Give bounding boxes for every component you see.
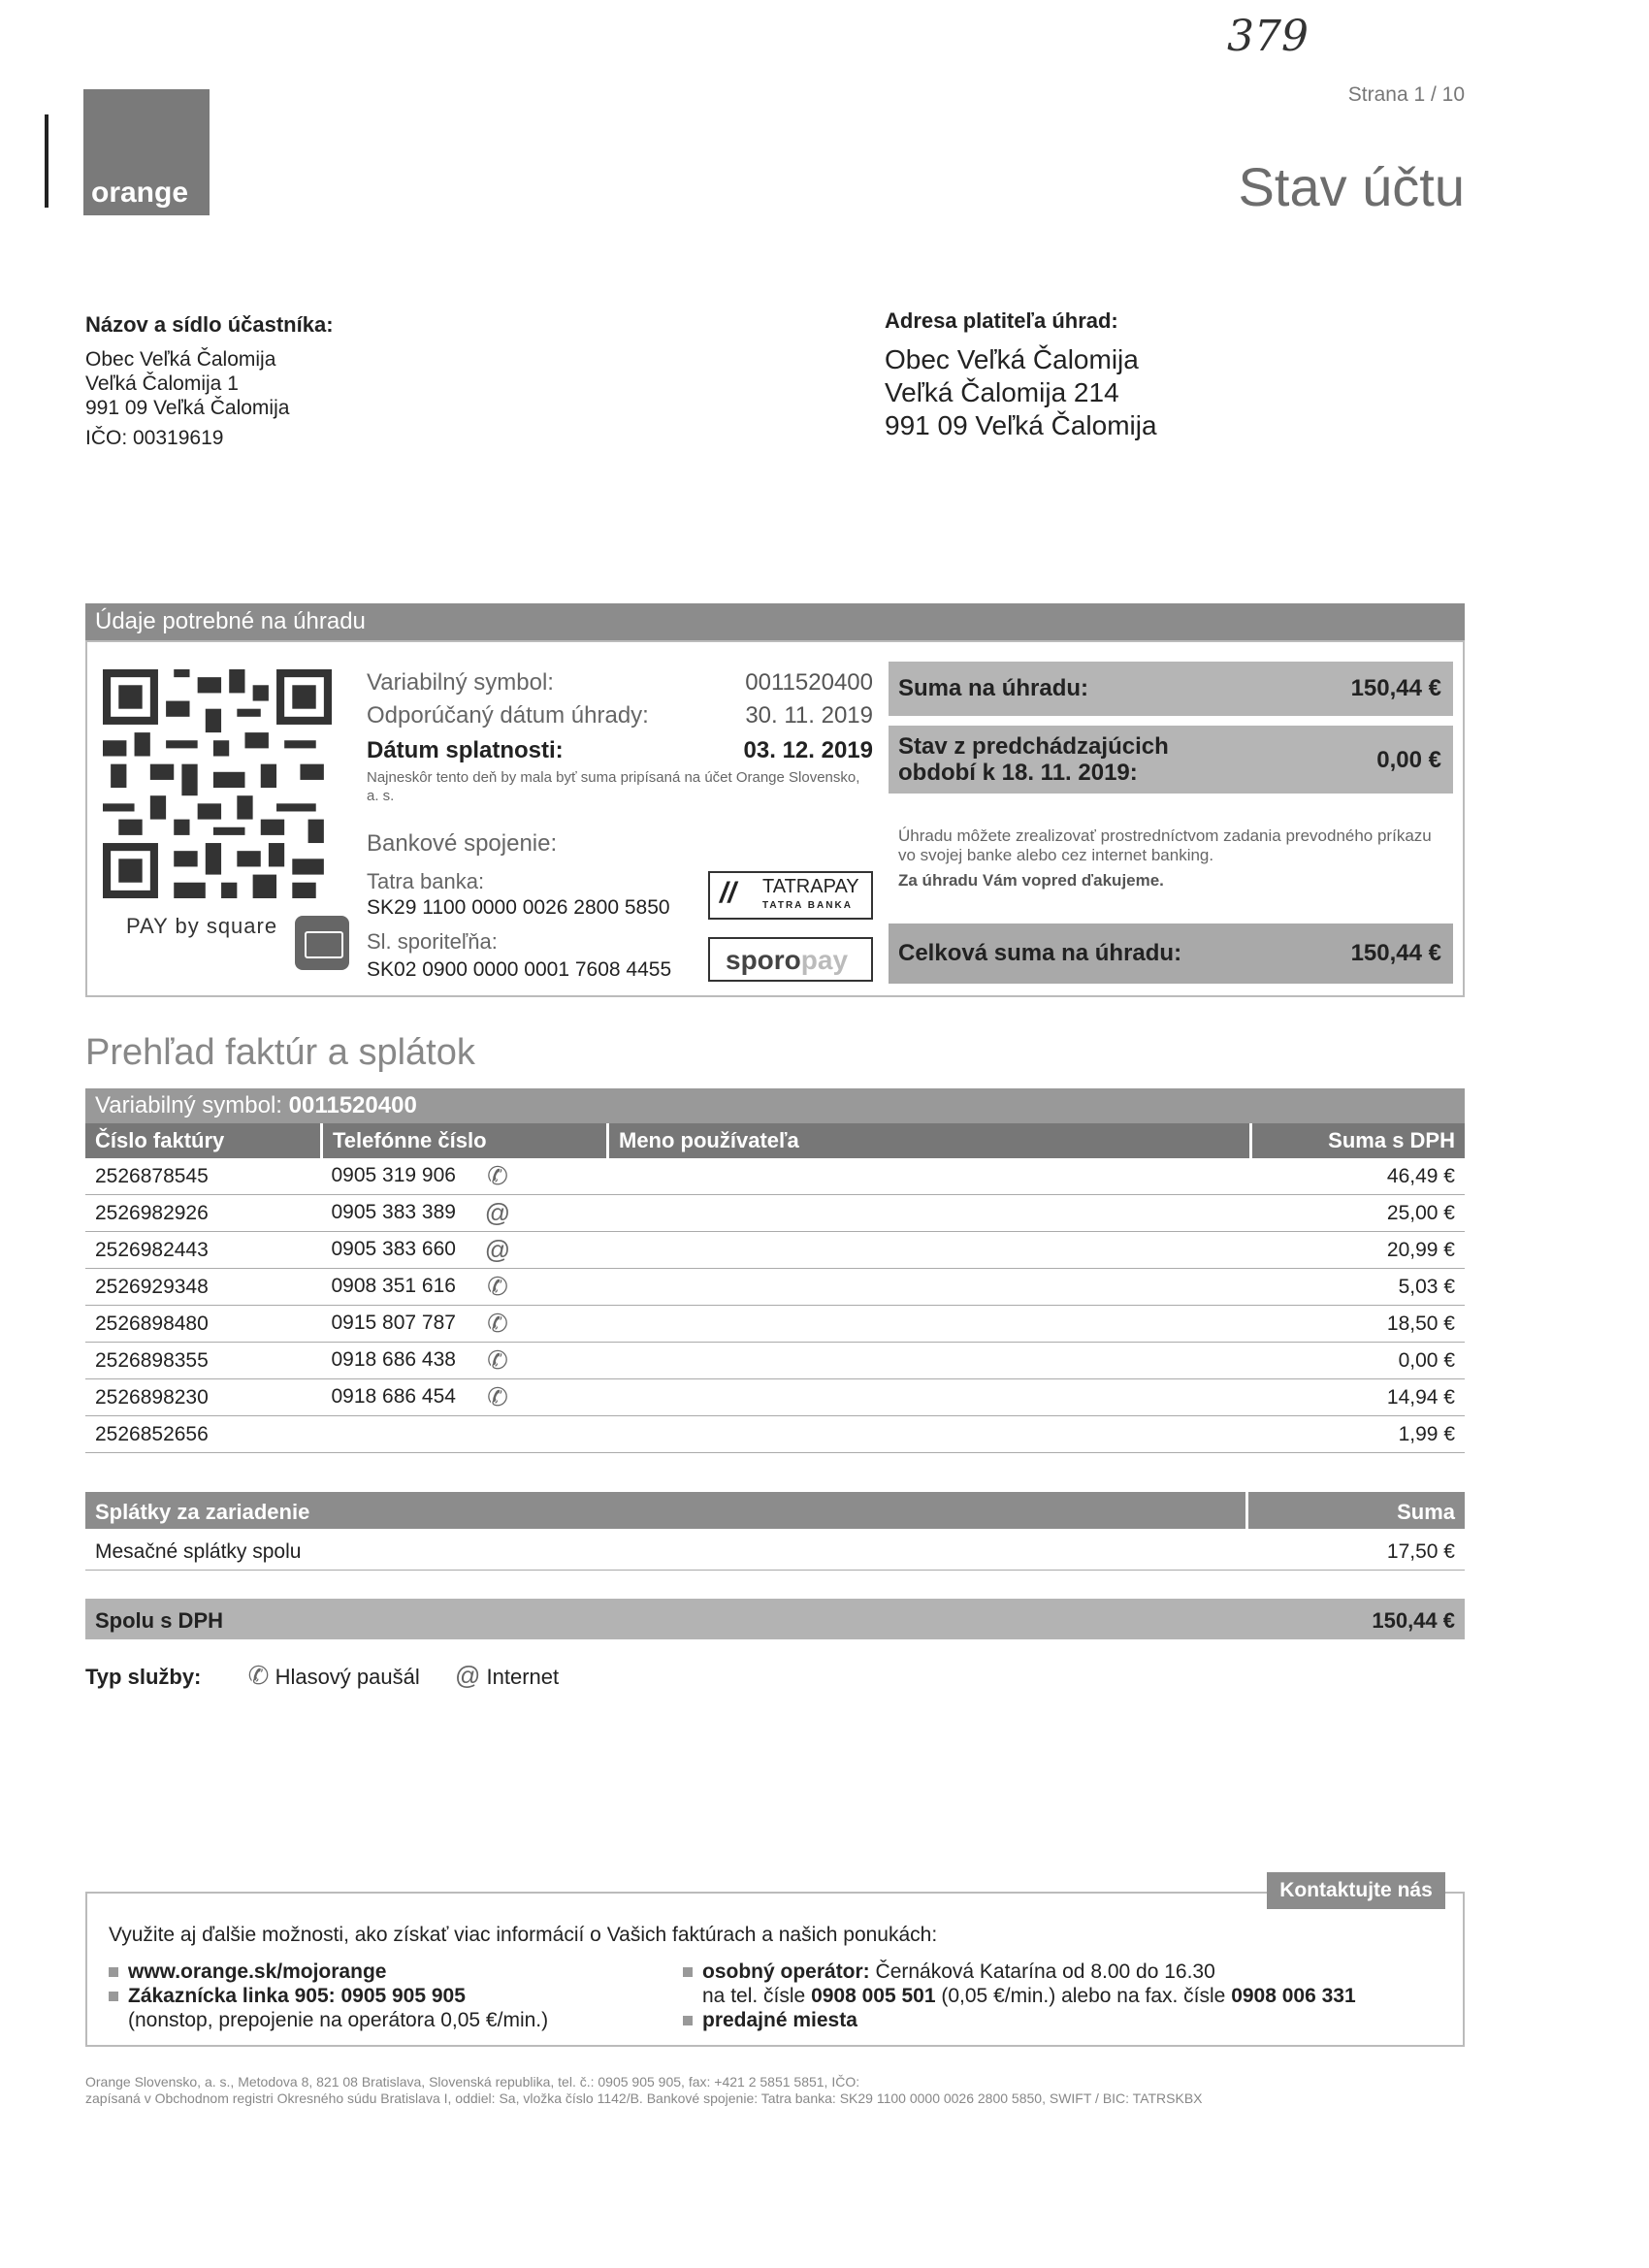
payer-line: Veľká Čalomija 214 bbox=[885, 377, 1119, 407]
col-amount: Suma s DPH bbox=[1251, 1123, 1466, 1158]
operator-phone: 0908 005 501 bbox=[811, 1985, 936, 2007]
invoice-number: 2526898230 bbox=[85, 1379, 322, 1416]
internet-icon: @ bbox=[455, 1661, 481, 1690]
due-date-value: 03. 12. 2019 bbox=[743, 737, 873, 763]
bank1-name: Tatra banka: bbox=[367, 869, 485, 893]
voice-icon: ✆ bbox=[487, 1161, 508, 1190]
voice-icon: ✆ bbox=[487, 1382, 508, 1411]
logo-text: orange bbox=[91, 177, 189, 209]
col-user-name: Meno používateľa bbox=[608, 1123, 1251, 1158]
hotline-note: (nonstop, prepojenie na operátora 0,05 €/min.) bbox=[128, 2009, 549, 2031]
installments-amount-header: Suma bbox=[1397, 1500, 1455, 1524]
invoice-number: 2526982926 bbox=[85, 1195, 322, 1232]
bank2-name: Sl. sporiteľňa: bbox=[367, 929, 498, 954]
user-name bbox=[608, 1269, 1251, 1306]
pay-by-square-label: PAY by square bbox=[126, 914, 278, 938]
recommended-date-value: 30. 11. 2019 bbox=[745, 702, 873, 729]
payer-block bbox=[885, 308, 1157, 442]
variable-symbol-value: 0011520400 bbox=[745, 669, 873, 696]
sum-label: Suma na úhradu: bbox=[898, 675, 1089, 701]
phone-prefix: na tel. čísle bbox=[702, 1985, 812, 2007]
phone-number: 0918 686 438 bbox=[331, 1348, 456, 1372]
subscriber-line: Veľká Čalomija 1 bbox=[85, 373, 239, 395]
internet-icon: @ bbox=[484, 1198, 511, 1227]
subscriber-block bbox=[85, 312, 334, 450]
amount: 20,99 € bbox=[1251, 1232, 1466, 1269]
legend-internet: Internet bbox=[486, 1665, 560, 1689]
variable-symbol-bar bbox=[85, 1088, 1465, 1123]
total-bar bbox=[85, 1599, 1465, 1639]
subscriber-ico: IČO: 00319619 bbox=[85, 427, 224, 449]
phone-number: 0905 383 660 bbox=[331, 1238, 456, 1261]
payer-line: 991 09 Veľká Čalomija bbox=[885, 410, 1157, 440]
subscriber-line: 991 09 Veľká Čalomija bbox=[85, 397, 290, 419]
previous-balance-value: 0,00 € bbox=[1376, 747, 1441, 773]
total-value: 150,44 € bbox=[1372, 1608, 1455, 1633]
thanks-note: Za úhradu Vám vopred ďakujeme. bbox=[898, 871, 1164, 890]
installments-row bbox=[85, 1531, 1465, 1571]
variable-symbol-label: Variabilný symbol: bbox=[367, 669, 554, 696]
user-name bbox=[608, 1158, 1251, 1195]
margin-mark bbox=[45, 114, 48, 208]
sporopay-text-a: sporo bbox=[726, 945, 801, 975]
phone-mid: (0,05 €/min.) alebo na fax. čísle bbox=[935, 1985, 1232, 2007]
due-date-label: Dátum splatnosti: bbox=[367, 737, 564, 763]
mojorange-link[interactable]: www.orange.sk/mojorange bbox=[128, 1960, 387, 1983]
amount: 14,94 € bbox=[1251, 1379, 1466, 1416]
invoice-number: 2526982443 bbox=[85, 1232, 322, 1269]
phone-cell bbox=[322, 1379, 608, 1416]
invoice-number: 2526878545 bbox=[85, 1158, 322, 1195]
sum-value: 150,44 € bbox=[1350, 675, 1441, 701]
amount: 1,99 € bbox=[1251, 1416, 1466, 1453]
sporopay-logo bbox=[708, 937, 873, 982]
col-phone-number: Telefónne číslo bbox=[322, 1123, 608, 1158]
footer-line-2: zapísaná v Obchodnom registri Okresného súdu Bratislava I, oddiel: Sa, vložka číslo 1142/B. Bankové spojenie: Tatra banka: SK29 1100 0000 0026 2800 5850, SWIFT / BIC: TATRSKBX bbox=[85, 2090, 1203, 2106]
recommended-date-label: Odporúčaný dátum úhrady: bbox=[367, 702, 649, 729]
installments-label: Splátky za zariadenie bbox=[95, 1500, 310, 1524]
col-invoice-number: Číslo faktúry bbox=[85, 1123, 322, 1158]
table-row bbox=[85, 1232, 1465, 1269]
vs-bar-label: Variabilný symbol: bbox=[95, 1092, 289, 1118]
phone-number: 0905 383 389 bbox=[331, 1201, 456, 1224]
phone-number: 0908 351 616 bbox=[331, 1275, 456, 1298]
table-row bbox=[85, 1269, 1465, 1306]
contact-us-button[interactable]: Kontaktujte nás bbox=[1267, 1872, 1445, 1909]
vs-bar-value: 0011520400 bbox=[288, 1092, 417, 1118]
previous-balance-box bbox=[889, 726, 1453, 794]
total-due-value: 150,44 € bbox=[1350, 940, 1441, 966]
shops-link[interactable]: predajné miesta bbox=[702, 2009, 857, 2031]
bank1-iban: SK29 1100 0000 0026 2800 5850 bbox=[367, 896, 670, 919]
user-name bbox=[608, 1343, 1251, 1379]
voice-icon: ✆ bbox=[487, 1345, 508, 1375]
phone-cell bbox=[322, 1306, 608, 1343]
voice-icon: ✆ bbox=[487, 1309, 508, 1338]
bank-label: Bankové spojenie: bbox=[367, 830, 558, 857]
due-note: Najneskôr tento deň by mala byť suma pripísaná na účet Orange Slovensko, a. s. bbox=[367, 769, 860, 804]
table-row bbox=[85, 1306, 1465, 1343]
legend-label: Typ služby: bbox=[85, 1665, 202, 1689]
payment-bar: Údaje potrebné na úhradu bbox=[85, 603, 1465, 640]
phone-cell bbox=[322, 1195, 608, 1232]
phone-cell bbox=[322, 1232, 608, 1269]
voice-icon: ✆ bbox=[487, 1272, 508, 1301]
total-due-label: Celková suma na úhradu: bbox=[898, 940, 1182, 966]
operator-fax: 0908 006 331 bbox=[1231, 1985, 1356, 2007]
payer-line: Obec Veľká Čalomija bbox=[885, 344, 1139, 374]
table-row bbox=[85, 1416, 1465, 1453]
phone-number: 0918 686 454 bbox=[331, 1385, 456, 1409]
phone-number: 0915 807 787 bbox=[331, 1312, 456, 1335]
overview-title: Prehľad faktúr a splátok bbox=[85, 1032, 475, 1073]
service-legend bbox=[85, 1661, 559, 1691]
amount: 0,00 € bbox=[1251, 1343, 1466, 1379]
phone-cell bbox=[322, 1269, 608, 1306]
handwritten-note: 379 bbox=[1227, 12, 1309, 61]
footer-line-1: Orange Slovensko, a. s., Metodova 8, 821 08 Bratislava, Slovenská republika, tel. č.: 0905 905 905, fax: +421 2 5851 5851, IČO: bbox=[85, 2074, 860, 2090]
phone-cell bbox=[322, 1158, 608, 1195]
operator-text: Černáková Katarína od 8.00 do 16.30 bbox=[869, 1960, 1215, 1983]
phone-number: 0905 319 906 bbox=[331, 1164, 456, 1187]
orange-logo bbox=[83, 89, 210, 215]
user-name bbox=[608, 1306, 1251, 1343]
document-title: Stav účtu bbox=[1238, 156, 1465, 217]
table-row bbox=[85, 1379, 1465, 1416]
contact-intro: Využite aj ďalšie možnosti, ako získať viac informácií o Vašich faktúrach a našich ponukách: bbox=[109, 1924, 938, 1946]
installments-row-label: Mesačné splátky spolu bbox=[95, 1540, 302, 1563]
user-name bbox=[608, 1416, 1251, 1453]
hotline: Zákaznícka linka 905: 0905 905 905 bbox=[128, 1985, 466, 2007]
table-row bbox=[85, 1343, 1465, 1379]
invoice-number: 2526852656 bbox=[85, 1416, 322, 1453]
operator-label: osobný operátor: bbox=[702, 1960, 870, 1983]
bank2-iban: SK02 0900 0000 0001 7608 4455 bbox=[367, 958, 672, 981]
internet-icon: @ bbox=[484, 1235, 511, 1264]
installments-bar bbox=[85, 1492, 1465, 1529]
invoice-number: 2526898355 bbox=[85, 1343, 322, 1379]
user-name bbox=[608, 1379, 1251, 1416]
phone-cell bbox=[322, 1343, 608, 1379]
payer-heading: Adresa platiteľa úhrad: bbox=[885, 308, 1118, 333]
amount: 5,03 € bbox=[1251, 1269, 1466, 1306]
tatrapay-logo: // TATRAPAY TATRA BANKA bbox=[708, 871, 873, 920]
subscriber-line: Obec Veľká Čalomija bbox=[85, 348, 276, 371]
page-number: Strana 1 / 10 bbox=[1347, 83, 1465, 106]
tatrapay-text: TATRAPAY bbox=[762, 876, 859, 897]
table-row bbox=[85, 1195, 1465, 1232]
user-name bbox=[608, 1195, 1251, 1232]
card-icon bbox=[295, 916, 349, 970]
amount: 18,50 € bbox=[1251, 1306, 1466, 1343]
total-label: Spolu s DPH bbox=[95, 1608, 224, 1633]
table-row bbox=[85, 1158, 1465, 1195]
qr-code-icon bbox=[103, 669, 332, 898]
total-due-box bbox=[889, 923, 1453, 984]
invoice-number: 2526898480 bbox=[85, 1306, 322, 1343]
phone-cell bbox=[322, 1416, 608, 1453]
sum-box bbox=[889, 662, 1453, 716]
voice-icon: ✆ bbox=[247, 1661, 270, 1690]
footer bbox=[85, 2074, 1463, 2107]
legend-voice: Hlasový paušál bbox=[275, 1665, 420, 1689]
subscriber-heading: Názov a sídlo účastníka: bbox=[85, 312, 334, 337]
previous-balance-label-1: Stav z predchádzajúcich bbox=[898, 733, 1169, 760]
invoice-table bbox=[85, 1088, 1465, 1453]
user-name bbox=[608, 1232, 1251, 1269]
invoice-number: 2526929348 bbox=[85, 1269, 322, 1306]
tatrapay-sub: TATRA BANKA bbox=[762, 900, 853, 911]
previous-balance-label-2: období k 18. 11. 2019: bbox=[898, 760, 1138, 786]
amount: 25,00 € bbox=[1251, 1195, 1466, 1232]
sporopay-text-b: pay bbox=[800, 945, 849, 975]
payment-info: Úhradu môžete zrealizovať prostredníctvom zadania prevodného príkazu vo svojej banke alebo cez internet banking. bbox=[898, 826, 1432, 864]
amount: 46,49 € bbox=[1251, 1158, 1466, 1195]
installments-row-value: 17,50 € bbox=[1386, 1540, 1455, 1563]
